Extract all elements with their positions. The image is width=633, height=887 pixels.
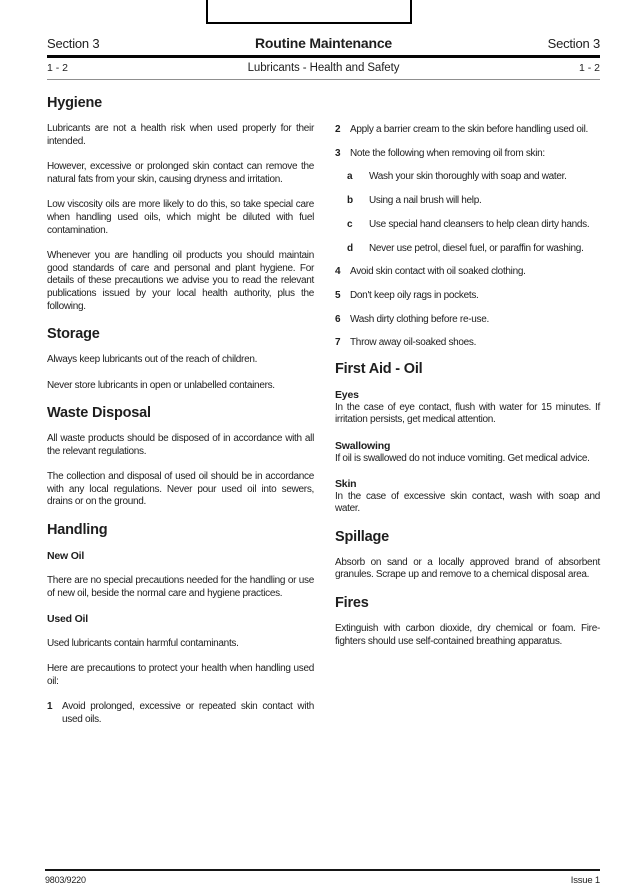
- numbered-item: [335, 337, 600, 350]
- numbered-item: [335, 124, 600, 137]
- header-rule-thin: [47, 79, 600, 80]
- item-letter: a: [347, 171, 353, 183]
- numbered-item: [335, 314, 600, 327]
- item-letter: c: [347, 218, 353, 230]
- left-column: [47, 95, 314, 738]
- paragraph: Never store lubricants in open or unlabelled containers.: [47, 379, 275, 391]
- page-footer: [45, 869, 600, 886]
- entry-text: If oil is swallowed do not induce vomiting. Get medical advice.: [335, 452, 590, 464]
- binder-tab-box: [206, 0, 412, 24]
- item-text: Apply a barrier cream to the skin before handling used oil.: [350, 124, 588, 135]
- item-text: Avoid prolonged, excessive or repeated skin contact with used oils.: [62, 701, 314, 726]
- numbered-item: [335, 290, 600, 303]
- paragraph: Absorb on sand or a locally approved brand of absorbent granules. Scrape up and remove to a chemical disposal area.: [335, 556, 600, 581]
- lettered-item: [347, 243, 600, 256]
- item-letter: d: [347, 242, 353, 254]
- doc-subtitle: Lubricants - Health and Safety: [247, 62, 400, 74]
- numbered-item: [47, 701, 314, 726]
- footer-publication-number: 9803/9220: [45, 875, 86, 885]
- right-column: [335, 95, 600, 738]
- paragraph: Extinguish with carbon dioxide, dry chemical or foam. Fire-fighters should use self-contained breathing apparatus.: [335, 622, 600, 647]
- entry-text: In the case of eye contact, flush with water for 15 minutes. If irritation persists, get medical attention.: [335, 401, 600, 426]
- lettered-sub-list: [347, 171, 600, 255]
- section-heading-fires: Fires: [335, 594, 369, 611]
- paragraph: However, excessive or prolonged skin contact can remove the natural fats from your skin, causing dryness and irritation.: [47, 161, 314, 185]
- entry-text: In the case of excessive skin contact, wash with soap and water.: [335, 490, 600, 515]
- paragraph: Whenever you are handling oil products you should maintain good standards of care and personal and plant hygiene. For details of these precautions we advise you to read the relevant publications issued by your local health authority, plus the following.: [47, 249, 314, 312]
- lettered-item: [347, 219, 600, 232]
- entry-label-skin: Skin: [335, 477, 357, 490]
- footer-issue-label: Issue 1: [570, 875, 600, 886]
- section-label-left: Section 3: [47, 36, 100, 51]
- item-number: 6: [335, 313, 341, 325]
- item-number: 3: [335, 147, 341, 159]
- item-number: 2: [335, 124, 341, 135]
- content-columns: [47, 95, 600, 738]
- item-text: Throw away oil-soaked shoes.: [350, 337, 477, 349]
- item-text: Never use petrol, diesel fuel, or paraffin for washing.: [369, 242, 584, 254]
- header-row-top: [47, 35, 600, 51]
- numbered-item: [335, 148, 600, 161]
- lettered-item: [347, 195, 600, 208]
- first-aid-entry: [335, 389, 600, 427]
- subheading-new-oil: New Oil: [47, 549, 85, 562]
- item-text: Wash your skin thoroughly with soap and water.: [369, 171, 567, 183]
- doc-title: Routine Maintenance: [255, 35, 392, 51]
- paragraph: There are no special precautions needed for the handling or use of new oil, beside the normal care and hygiene practices.: [47, 574, 314, 599]
- item-text: Using a nail brush will help.: [369, 195, 482, 207]
- page-number-left: 1 - 2: [47, 62, 69, 74]
- item-number: 1: [47, 701, 53, 713]
- numbered-item: [335, 266, 600, 279]
- lettered-item: [347, 171, 600, 184]
- first-aid-entry: [335, 440, 600, 465]
- paragraph: The collection and disposal of used oil should be in accordance with any local regulations. Never pour used oil into sewers, drains or on the ground.: [47, 471, 314, 508]
- item-text: Note the following when removing oil from skin:: [350, 147, 545, 159]
- section-heading-spillage: Spillage: [335, 528, 389, 545]
- first-aid-entry: [335, 478, 600, 516]
- entry-label-swallowing: Swallowing: [335, 439, 391, 452]
- paragraph: Used lubricants contain harmful contaminants.: [47, 637, 239, 649]
- item-number: 5: [335, 289, 341, 301]
- item-text: Use special hand cleansers to help clean dirty hands.: [369, 218, 590, 230]
- paragraph: Always keep lubricants out of the reach of children.: [47, 354, 258, 366]
- paragraph: Lubricants are not a health risk when used properly for their intended.: [47, 123, 314, 147]
- item-number: 7: [335, 337, 341, 349]
- paragraph: All waste products should be disposed of in accordance with all the relevant regulations.: [47, 432, 314, 457]
- section-heading-waste-disposal: Waste Disposal: [47, 404, 151, 421]
- subheading-used-oil: Used Oil: [47, 612, 88, 625]
- item-text: Don't keep oily rags in pockets.: [350, 289, 479, 301]
- paragraph: Here are precautions to protect your health when handling used oil:: [47, 663, 314, 688]
- section-heading-handling: Handling: [47, 521, 108, 538]
- page-number-right: 1 - 2: [578, 62, 600, 74]
- item-letter: b: [347, 195, 353, 207]
- item-text: Wash dirty clothing before re-use.: [350, 313, 489, 325]
- section-heading-storage: Storage: [47, 326, 100, 343]
- paragraph: Low viscosity oils are more likely to do this, so take special care when handling used oils, which might be diluted with fuel contamination.: [47, 199, 314, 236]
- item-number: 4: [335, 266, 341, 278]
- entry-label-eyes: Eyes: [335, 389, 359, 402]
- header-row-sub: [47, 62, 600, 74]
- section-label-right: Section 3: [547, 36, 600, 51]
- section-heading-hygiene: Hygiene: [47, 95, 103, 111]
- section-heading-first-aid-oil: First Aid - Oil: [335, 361, 423, 378]
- header-rule-thick: [47, 55, 600, 58]
- page-header: [47, 35, 600, 80]
- item-text: Avoid skin contact with oil soaked clothing.: [350, 266, 526, 278]
